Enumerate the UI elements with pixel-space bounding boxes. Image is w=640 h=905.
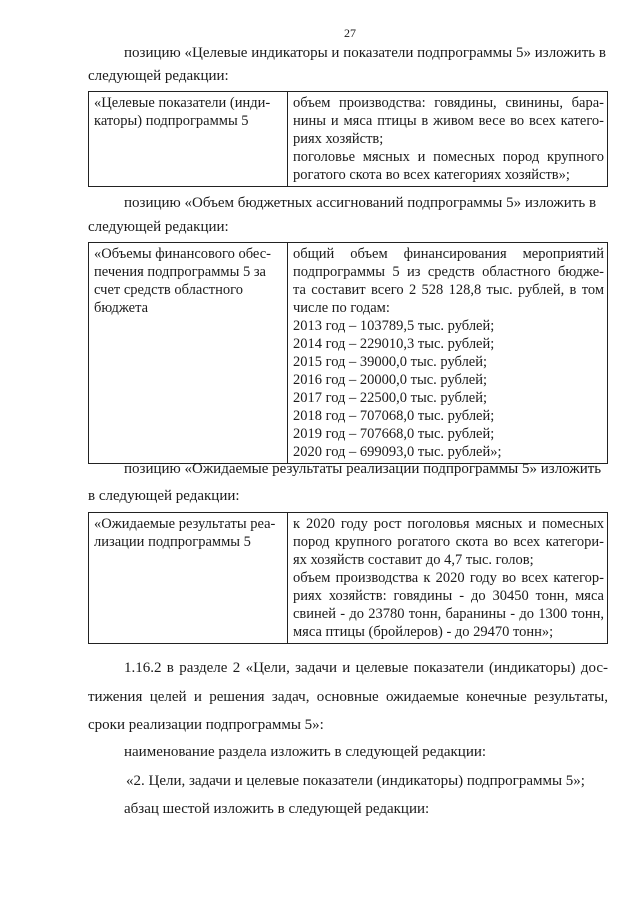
cell-line: пород крупного рогатого скота во всех категори- <box>293 534 604 550</box>
para-1-16-2-line-3: сроки реализации подпрограммы 5»: <box>88 717 324 733</box>
cell-line: общий объем финансирования мероприятий <box>293 246 604 262</box>
year-amount-line: 2018 год – 707068,0 тыс. рублей; <box>293 408 495 424</box>
year-amount-line: 2015 год – 39000,0 тыс. рублей; <box>293 354 488 370</box>
intro-2-line-2: следующей редакции: <box>88 219 229 235</box>
table-cell-value <box>288 513 608 644</box>
table-cell-value <box>288 243 608 464</box>
cell-line: объем производства: говядины, свинины, бара- <box>293 95 604 111</box>
cell-line: та составит всего 2 528 128,8 тыс. рублей, в том <box>293 282 604 298</box>
cell-line: свиней - до 23780 тонн, баранины - до 1300 тонн, <box>293 606 604 622</box>
cell-line: подпрограммы 5 из средств областного бюдже- <box>293 264 604 280</box>
table-cell-value <box>288 92 608 187</box>
cell-line: «Целевые показатели (инди- <box>94 95 271 111</box>
intro-1-line-2: следующей редакции: <box>88 68 229 84</box>
cell-line: числе по годам: <box>293 300 390 316</box>
table-expected-results <box>88 512 608 644</box>
table-cell-label <box>89 92 288 187</box>
cell-line: риях хозяйств; <box>293 131 384 147</box>
para-1-16-2-line-1: 1.16.2 в разделе 2 «Цели, задачи и целевые показатели (индикаторы) дос- <box>124 660 608 676</box>
paragraph-six-instruction: абзац шестой изложить в следующей редакции: <box>124 801 430 817</box>
cell-line: объем производства к 2020 году во всех категор- <box>293 570 604 586</box>
intro-3-line-2: в следующей редакции: <box>88 488 240 504</box>
cell-line: «Ожидаемые результаты реа- <box>94 516 276 532</box>
cell-line: печения подпрограммы 5 за <box>94 264 266 280</box>
intro-2-line-1: позицию «Объем бюджетных ассигнований подпрограммы 5» изложить в <box>124 195 597 211</box>
section-title-text: «2. Цели, задачи и целевые показатели (индикаторы) подпрограммы 5»; <box>126 773 585 789</box>
table-budget <box>88 242 608 464</box>
table-row <box>89 92 608 187</box>
cell-line: счет средств областного <box>94 282 243 298</box>
cell-line: ях хозяйств составит до 4,7 тыс. голов; <box>293 552 534 568</box>
cell-line: «Объемы финансового обес- <box>94 246 271 262</box>
table-row <box>89 513 608 644</box>
year-amount-line: 2017 год – 22500,0 тыс. рублей; <box>293 390 488 406</box>
cell-line: к 2020 году рост поголовья мясных и помесных <box>293 516 604 532</box>
cell-line: поголовье мясных и помесных пород крупного <box>293 149 604 165</box>
page-number: 27 <box>344 26 356 40</box>
cell-line: лизации подпрограммы 5 <box>94 534 251 550</box>
cell-line: мяса птицы (бройлеров) - до 29470 тонн»; <box>293 624 554 640</box>
year-amount-line: 2019 год – 707668,0 тыс. рублей; <box>293 426 495 442</box>
cell-line: риях хозяйств: говядины - до 30450 тонн, мяса <box>293 588 604 604</box>
cell-line: каторы) подпрограммы 5 <box>94 113 249 129</box>
cell-line: бюджета <box>94 300 149 316</box>
intro-1-line-1: позицию «Целевые индикаторы и показатели подпрограммы 5» изложить в <box>124 45 606 61</box>
intro-3-line-1: позицию «Ожидаемые результаты реализации подпрограммы 5» изложить <box>124 461 602 477</box>
cell-line: рогатого скота во всех категориях хозяйств»; <box>293 167 570 183</box>
year-amount-line: 2013 год – 103789,5 тыс. рублей; <box>293 318 495 334</box>
year-amount-line: 2016 год – 20000,0 тыс. рублей; <box>293 372 488 388</box>
table-cell-label <box>89 513 288 644</box>
table-cell-label <box>89 243 288 464</box>
table-row <box>89 243 608 464</box>
table-target-indicators <box>88 91 608 187</box>
year-amount-line: 2020 год – 699093,0 тыс. рублей»; <box>293 444 502 460</box>
year-amount-line: 2014 год – 229010,3 тыс. рублей; <box>293 336 495 352</box>
section-name-instruction: наименование раздела изложить в следующей редакции: <box>124 744 487 760</box>
cell-line: нины и мяса птицы в живом весе во всех катего- <box>293 113 604 129</box>
para-1-16-2-line-2: тижения целей и решения задач, основные ожидаемые конечные результаты, <box>88 689 608 705</box>
